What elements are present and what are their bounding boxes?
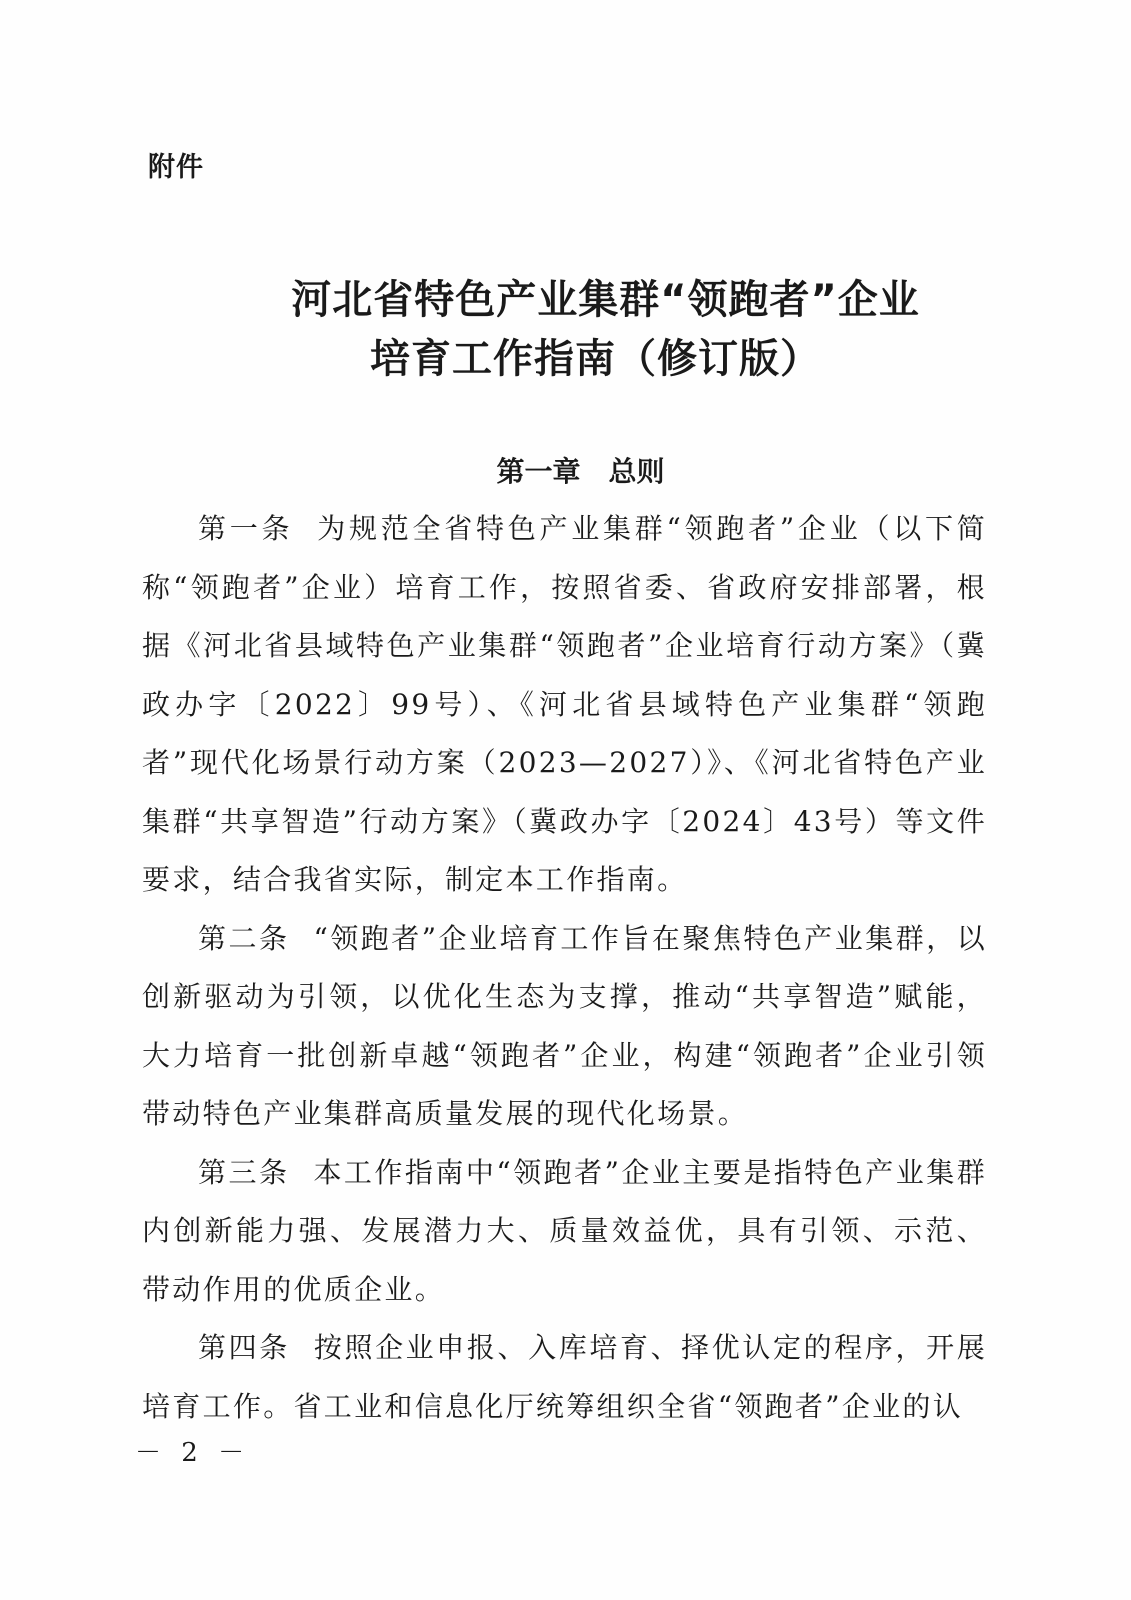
document-title-line-1: 河北省特色产业集群“领跑者”企业: [291, 277, 920, 323]
article-text: “领跑者”企业培育工作旨在聚焦特色产业集群，以创新驱动为引领，以优化生态为支撑，推动“共享智造”赋能，大力培育一批创新卓越“领跑者”企业，构建“领跑者”企业引领带动特色产业集群高质量发展的现代化场景。: [142, 921, 987, 1130]
article-number: 第三条: [198, 1155, 290, 1189]
article-number: 第一条: [198, 512, 294, 545]
chapter-heading: 第一章 总则: [496, 455, 665, 488]
article-number: 第二条: [198, 921, 290, 955]
article-number: 第四条: [198, 1331, 290, 1364]
document-title-line-2: 培育工作指南（修订版）: [370, 336, 821, 382]
page-number: － 2 －: [135, 1438, 251, 1468]
article-paragraph: [142, 1319, 987, 1436]
article-text: 为规范全省特色产业集群“领跑者”企业（以下简称“领跑者”企业）培育工作，按照省委、省政府安排部署，根据《河北省县域特色产业集群“领跑者”企业培育行动方案》（冀政办字〔2022〕99号）、《河北省县域特色产业集群“领跑者”现代化场景行动方案（2023—2027）》、《河北省特色产业集群“共享智造”行动方案》（冀政办字〔2024〕43号）等文件要求，结合我省实际，制定本工作指南。: [142, 512, 987, 896]
article-paragraph: [142, 910, 987, 1144]
document-body: [142, 500, 987, 1436]
article-text: 按照企业申报、入库培育、择优认定的程序，开展培育工作。省工业和信息化厅统筹组织全省“领跑者”企业的认: [142, 1331, 987, 1423]
article-paragraph: [142, 500, 987, 910]
article-text: 本工作指南中“领跑者”企业主要是指特色产业集群内创新能力强、发展潜力大、质量效益优，具有引领、示范、带动作用的优质企业。: [142, 1155, 987, 1306]
attachment-label: 附件: [148, 152, 204, 183]
article-paragraph: [142, 1144, 987, 1320]
